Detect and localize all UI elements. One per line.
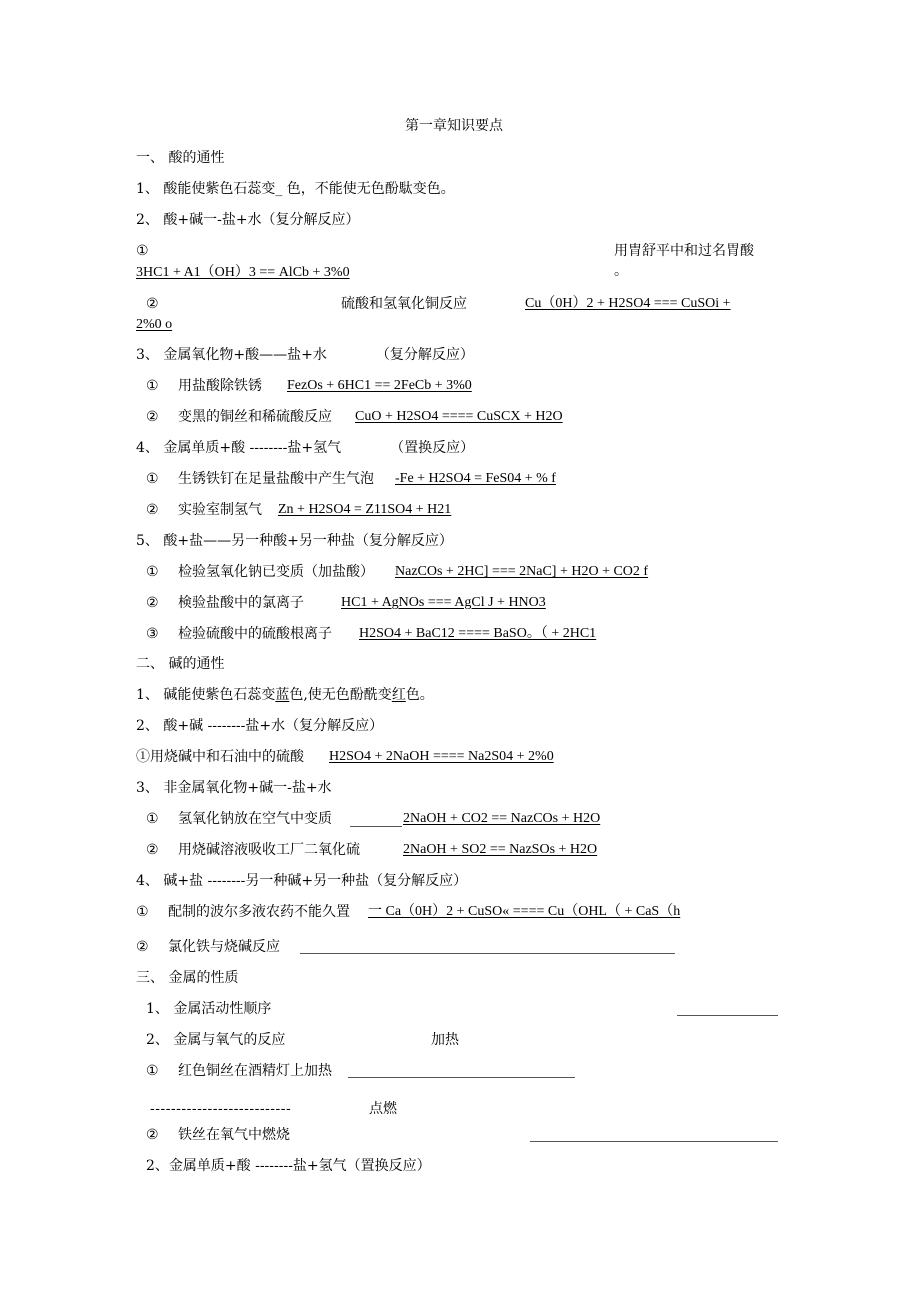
- reaction-condition: 加热: [431, 1032, 459, 1048]
- example-number: ①: [146, 1063, 159, 1079]
- blank-line: [530, 1141, 778, 1142]
- blank-line: [677, 1015, 778, 1016]
- section-heading-base: 二、 碱的通性: [136, 656, 225, 672]
- example-number: ③: [146, 626, 159, 642]
- section-heading-acid: 一、 酸的通性: [136, 150, 225, 166]
- example-label: 氢氧化钠放在空气中变质: [178, 811, 332, 827]
- chemical-equation: H2SO4 + 2NaOH ==== Na2S04 + 2%0: [329, 749, 554, 764]
- example-label: 实验室制氢气: [178, 502, 262, 518]
- example-label: 生锈铁钉在足量盐酸中产生气泡: [178, 471, 374, 487]
- example-label: 用烧碱溶液吸收工厂二氧化硫: [178, 842, 360, 858]
- blank-line: [300, 953, 675, 954]
- example-label: 变黑的铜丝和稀硫酸反应: [178, 409, 332, 425]
- chemical-equation: 2NaOH + SO2 == NazSOs + H2O: [403, 842, 598, 857]
- chemical-equation: Zn + H2SO4 = Z11SO4 + H21: [278, 502, 452, 517]
- acid-point-2: 2、 酸+碱一-盐+水（复分解反应）: [136, 212, 360, 228]
- chemical-equation: NazCOs + 2HC] === 2NaC] + H2O + CO2 f: [395, 564, 649, 579]
- acid-point-3: 3、 金属氧化物+酸——盐+水 （复分解反应）: [136, 347, 474, 363]
- example-number: ②: [146, 1127, 159, 1143]
- example-label: 配制的波尔多液农药不能久置: [168, 904, 350, 920]
- chemical-equation: H2SO4 + BaC12 ==== BaSO。（ + 2HC1: [359, 626, 597, 641]
- base-point-4: 4、 碱+盐 --------另一种碱+另一种盐（复分解反应）: [136, 873, 468, 889]
- base-point-1: [136, 686, 434, 704]
- example-label: 用盐酸除铁锈: [178, 378, 262, 394]
- example-label: 铁丝在氧气中燃烧: [178, 1127, 290, 1143]
- example-number: ②: [136, 939, 149, 955]
- metal-point-2: 2、 金属与氧气的反应: [146, 1032, 286, 1048]
- example-number: ①: [146, 564, 159, 580]
- metal-point-1: 1、 金属活动性顺序: [146, 1001, 272, 1017]
- example-number: ①: [146, 811, 159, 827]
- example-number: ①: [136, 243, 149, 259]
- base-point-1-text: 1、 碱能使紫色石蕊变: [136, 687, 276, 703]
- example-number: ②: [146, 842, 159, 858]
- example-number: ②: [146, 595, 159, 611]
- example-label: 氯化铁与烧碱反应: [168, 939, 280, 955]
- example-number: ①: [136, 904, 149, 920]
- dash-line: ---------------------------: [150, 1101, 292, 1117]
- example-note-tail: 。: [614, 263, 628, 279]
- chemical-equation: FezOs + 6HC1 == 2FeCb + 3%0: [287, 378, 472, 393]
- page-title: 第一章知识要点: [405, 118, 503, 134]
- example-label: ①用烧碱中和石油中的硫酸: [136, 749, 304, 765]
- example-label: 检验氢氧化钠已变质（加盐酸）: [178, 564, 374, 580]
- blank-line: [350, 826, 402, 827]
- chemical-equation: 2NaOH + CO2 == NazCOs + H2O: [403, 811, 601, 826]
- example-number: ①: [146, 378, 159, 394]
- example-label: 检验硫酸中的硫酸根离子: [178, 626, 332, 642]
- example-number: ②: [146, 502, 159, 518]
- example-label: 検验盐酸中的氯离子: [178, 595, 304, 611]
- chemical-equation: HC1 + AgNOs === AgCl J + HNO3: [341, 595, 546, 610]
- chemical-equation: -Fe + H2SO4 = FeS04 + % f: [395, 471, 556, 486]
- chemical-equation-continued: 2%0 o: [136, 317, 173, 332]
- acid-point-5: 5、 酸+盐——另一种酸+另一种盐（复分解反应）: [136, 533, 453, 549]
- example-label: 红色铜丝在酒精灯上加热: [178, 1063, 332, 1079]
- section-heading-metal: 三、 金属的性质: [136, 970, 239, 986]
- example-label: 硫酸和氢氧化铜反应: [341, 296, 467, 312]
- answer-blue: 蓝: [275, 687, 290, 703]
- example-number: ②: [146, 409, 159, 425]
- example-number: ②: [146, 296, 159, 312]
- acid-point-4: 4、 金属单质+酸 --------盐+氢气 （置换反应）: [136, 440, 475, 456]
- chemical-equation: 3HC1 + A1（OH）3 == AlCb + 3%0: [136, 265, 350, 280]
- blank-line: [348, 1077, 575, 1078]
- base-point-3: 3、 非金属氧化物+碱一-盐+水: [136, 780, 332, 796]
- example-number: ①: [146, 471, 159, 487]
- chemical-equation: Cu（0H）2 + H2SO4 === CuSOi +: [525, 296, 731, 311]
- base-point-1-text: 色,使无色酚酰变: [289, 687, 392, 703]
- answer-red: 红: [391, 687, 406, 703]
- reaction-condition: 点燃: [369, 1101, 397, 1117]
- chemical-equation: 一 Ca（0H）2 + CuSO« ==== Cu（OHL（ + CaS（h: [368, 904, 681, 919]
- base-point-2: 2、 酸+碱 --------盐+水（复分解反应）: [136, 718, 384, 734]
- base-point-1-text: 色。: [405, 687, 434, 703]
- metal-point-3: 2、金属单质+酸 --------盐+氢气（置换反应）: [146, 1158, 431, 1174]
- chemical-equation: CuO + H2SO4 ==== CuSCX + H2O: [355, 409, 563, 424]
- example-note: 用胄舒平中和过名胃酸: [614, 243, 754, 259]
- acid-point-1: 1、 酸能使紫色石蕊变_ 色，不能使无色酚駄变色。: [136, 181, 455, 197]
